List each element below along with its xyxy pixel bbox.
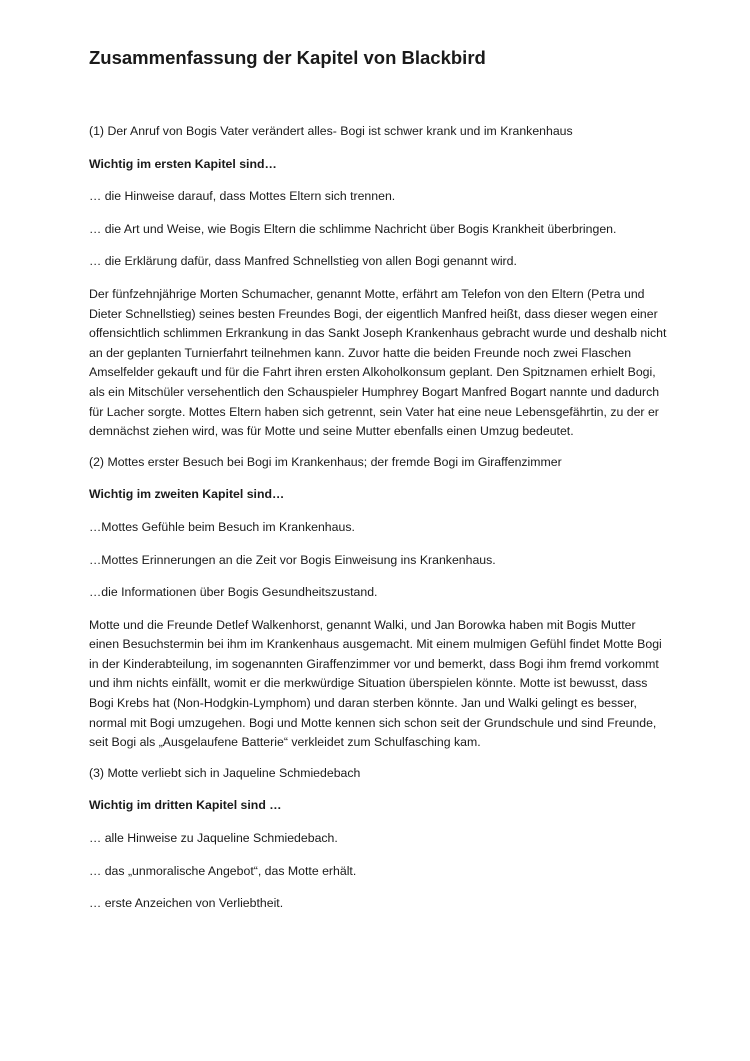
list-item: … die Art und Weise, wie Bogis Eltern die schlimme Nachricht über Bogis Krankheit überbringen. (89, 221, 617, 236)
list-item: … das „unmoralische Angebot“, das Motte erhält. (89, 863, 357, 878)
list-item: …Mottes Gefühle beim Besuch im Krankenhaus. (89, 519, 355, 534)
list-item: … die Erklärung dafür, dass Manfred Schnellstieg von allen Bogi genannt wird. (89, 254, 517, 269)
document-content (89, 122, 667, 927)
chapter-heading: (2) Mottes erster Besuch bei Bogi im Krankenhaus; der fremde Bogi im Giraffenzimmer (89, 454, 562, 469)
chapter-2 (89, 453, 667, 753)
document-title: Zusammenfassung der Kapitel von Blackbird (89, 47, 486, 68)
important-title: Wichtig im ersten Kapitel sind… (89, 156, 277, 171)
chapter-heading: (1) Der Anruf von Bogis Vater verändert alles- Bogi ist schwer krank und im Krankenhaus (89, 124, 573, 138)
chapter-heading: (3) Motte verliebt sich in Jaqueline Schmiedebach (89, 765, 361, 780)
list-item: … alle Hinweise zu Jaqueline Schmiedebach. (89, 831, 338, 846)
important-title: Wichtig im dritten Kapitel sind … (89, 798, 282, 813)
chapter-summary: Motte und die Freunde Detlef Walkenhorst, genannt Walki, und Jan Borowka haben mit Bogis Mutter einen Besuchstermin bei ihm im Krankenhaus ausgemacht. Mit einem mulmigen Gefühl findet Motte Bogi in der Kinderabteilung, im sogenannten Giraffenzimmer vor und bemerkt, dass Bogi ihm fremd vorkommt und ihm nichts einfällt, womit er die merkwürdige Situation überspielen könnte. Motte ist bewusst, dass Bogi Krebs hat (Non-Hodgkin-Lymphom) und daran sterben könnte. Jan und Walki gelingt es besser, normal mit Bogi umzugehen. Bogi und Motte kennen sich schon seit der Grundschule und sind Freunde, seit Bogi als „Ausgelaufene Batterie“ verkleidet zum Schulfasching kam. (89, 617, 662, 750)
list-item: … die Hinweise darauf, dass Mottes Eltern sich trennen. (89, 189, 396, 204)
list-item: …die Informationen über Bogis Gesundheitszustand. (89, 585, 378, 600)
important-title: Wichtig im zweiten Kapitel sind… (89, 487, 285, 502)
chapter-summary: Der fünfzehnjährige Morten Schumacher, genannt Motte, erfährt am Telefon von den Eltern (Petra und Dieter Schnellstieg) seines besten Freundes Bogi, der eigentlich Manfred heißt, dass dieser wegen einer offensichtlich schlimmen Erkrankung in das Sankt Joseph Krankenhaus gebracht wurde und deshalb nicht an der geplanten Turnierfahrt teilnehmen kann. Zuvor hatte die beiden Freunde noch zwei Flaschen Amselfelder gekauft und für die Fahrt ihren ersten Alkoholkonsum geplant. Den Spitznamen erhielt Bogi, als ein Mitschüler versehentlich den Schauspieler Humphrey Bogart Manfred Bogart nannte und dadurch für Lacher sorgte. Mottes Eltern haben sich getrennt, sein Vater hat eine neue Lebensgefährtin, zu der er demnächst ziehen wird, was für Motte und seine Mutter ebenfalls einen Umzug bedeutet. (89, 286, 667, 439)
list-item: …Mottes Erinnerungen an die Zeit vor Bogis Einweisung ins Krankenhaus. (89, 552, 496, 567)
list-item: … erste Anzeichen von Verliebtheit. (89, 896, 284, 911)
chapter-3 (89, 764, 667, 914)
chapter-1 (89, 122, 667, 442)
